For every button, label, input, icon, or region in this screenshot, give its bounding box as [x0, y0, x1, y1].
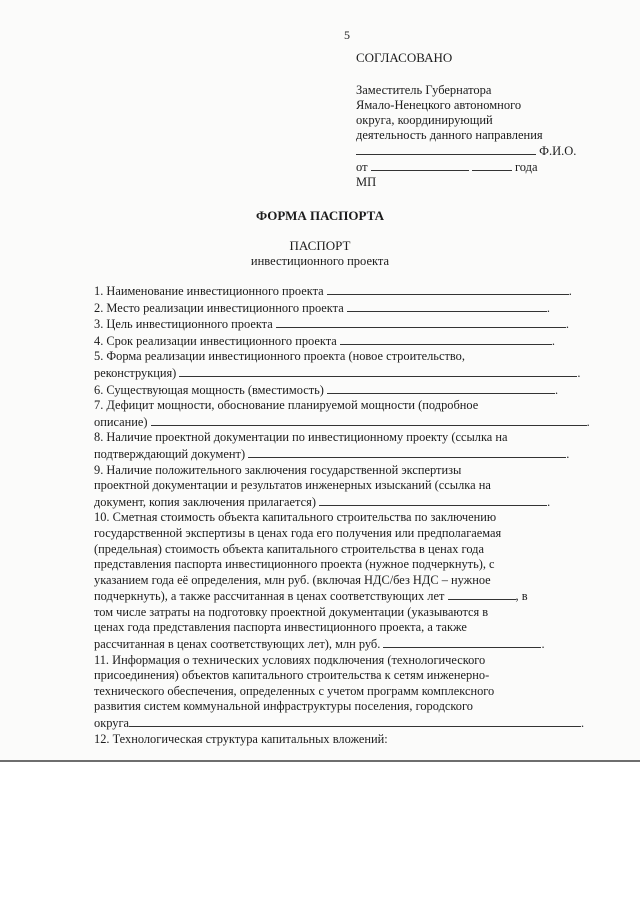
item-label: , в: [515, 589, 528, 604]
answer-field[interactable]: [129, 715, 581, 727]
terminator: .: [555, 382, 559, 397]
terminator: .: [547, 494, 551, 509]
form-item-11-cont: [94, 715, 600, 732]
terminator: .: [581, 716, 585, 731]
terminator: .: [586, 414, 590, 429]
item-label: округа: [94, 716, 130, 731]
form-item-1: [94, 283, 600, 300]
form-item-6: [94, 382, 600, 399]
approval-block: [356, 50, 606, 190]
form-item-10-cont: государственной экспертизы в ценах года его получения или предполагаемая: [94, 525, 502, 540]
answer-field[interactable]: [151, 414, 587, 426]
approval-line: деятельность данного направления: [356, 128, 543, 142]
form-item-10-cont: [94, 588, 600, 605]
form-item-10-cont: (предельная) стоимость объекта капитального строительства в ценах года: [94, 541, 484, 556]
form-item-5: 5. Форма реализации инвестиционного проекта (новое строительство,: [94, 349, 465, 364]
approval-line: округа, координирующий: [356, 113, 493, 127]
date-field[interactable]: [371, 159, 469, 171]
answer-field[interactable]: [327, 382, 555, 394]
answer-field[interactable]: [448, 588, 516, 600]
form-item-11: 11. Информация о технических условиях подключения (технологического: [94, 652, 486, 667]
answer-field[interactable]: [340, 333, 552, 345]
item-label: описание): [94, 414, 148, 429]
form-item-8: 8. Наличие проектной документации по инвестиционному проекту (ссылка на: [94, 430, 508, 445]
answer-field[interactable]: [248, 446, 566, 458]
item-label: 3. Цель инвестиционного проекта: [94, 317, 273, 332]
form-item-10-cont: ценах года представления паспорта инвестиционного проекта, а также: [94, 620, 467, 635]
form-item-3: [94, 316, 600, 333]
terminator: .: [546, 300, 550, 315]
answer-field[interactable]: [383, 636, 541, 648]
approval-line: Заместитель Губернатора: [356, 83, 492, 97]
terminator: .: [551, 333, 556, 348]
date-row: [356, 159, 606, 175]
item-label: 1. Наименование инвестиционного проекта: [94, 284, 324, 298]
form-item-7: 7. Дефицит мощности, обоснование планируемой мощности (подробное: [94, 398, 479, 413]
item-label: подчеркнуть), а также рассчитанная в ценах соответствующих лет: [94, 589, 445, 604]
year-label: года: [514, 160, 538, 174]
form-item-8-cont: [94, 446, 600, 463]
item-label: 6. Существующая мощность (вместимость): [94, 382, 324, 397]
passport-subtitle: инвестиционного проекта: [250, 254, 390, 268]
answer-field[interactable]: [179, 365, 577, 377]
answer-field[interactable]: [319, 494, 547, 506]
form-item-10-cont: том числе затраты на подготовку проектной документации (указываются в: [94, 604, 489, 619]
item-label: 2. Место реализации инвестиционного проекта: [94, 300, 344, 315]
form-item-4: [94, 333, 600, 350]
form-item-2: [94, 300, 600, 317]
page-number: 5: [344, 28, 350, 42]
form-item-9-cont: проектной документации и результатов инженерных изысканий (ссылка на: [94, 478, 491, 493]
fio-label: Ф.И.О.: [539, 144, 577, 158]
terminator: .: [577, 365, 581, 380]
form-item-10-cont: представления паспорта инвестиционного проекта (нужное подчеркнуть), с: [94, 557, 495, 572]
form-item-12: 12. Технологическая структура капитальных вложений:: [94, 731, 388, 746]
answer-field[interactable]: [347, 300, 547, 312]
item-label: подтверждающий документ): [94, 446, 246, 461]
signature-row: [356, 143, 606, 159]
form-item-11-cont: развития систем коммунальной инфраструктуры поселения, городского: [94, 699, 473, 714]
answer-field[interactable]: [327, 283, 569, 295]
form-item-9-cont2: [94, 494, 600, 511]
form-item-10-cont: указанием года её определения, млн руб. (включая НДС/без НДС – нужное: [94, 572, 491, 587]
approval-line: Ямало-Ненецкого автономного: [356, 98, 522, 112]
item-label: реконструкция): [94, 365, 177, 380]
signature-field[interactable]: [356, 143, 536, 155]
form-items: [94, 283, 600, 747]
year-field[interactable]: [472, 159, 512, 171]
stamp-label: МП: [356, 175, 377, 189]
terminator: .: [541, 637, 545, 652]
form-item-5-cont: [94, 365, 600, 382]
from-label: от: [356, 160, 368, 174]
approval-heading: СОГЛАСОВАНО: [356, 50, 453, 65]
form-item-11-cont: присоединения) объектов капитального строительства к сетям инженерно-: [94, 668, 490, 683]
form-item-10: 10. Сметная стоимость объекта капитального строительства по заключению: [94, 510, 497, 525]
form-item-7-cont: [94, 414, 600, 431]
form-item-11-cont: технического обеспечения, определенных с учетом программ комплексного: [94, 683, 495, 698]
form-title: ФОРМА ПАСПОРТА: [255, 208, 384, 223]
item-label: рассчитанная в ценах соответствующих лет), млн руб.: [94, 637, 381, 652]
terminator: .: [565, 317, 569, 332]
item-label: 4. Срок реализации инвестиционного проекта: [94, 333, 337, 348]
terminator: .: [566, 446, 570, 461]
form-item-10-cont: [94, 636, 600, 653]
item-label: документ, копия заключения прилагается): [94, 494, 316, 509]
form-item-9: 9. Наличие положительного заключения государственной экспертизы: [94, 462, 462, 477]
terminator: .: [568, 284, 572, 298]
answer-field[interactable]: [276, 316, 566, 328]
passport-title: ПАСПОРТ: [289, 238, 351, 253]
